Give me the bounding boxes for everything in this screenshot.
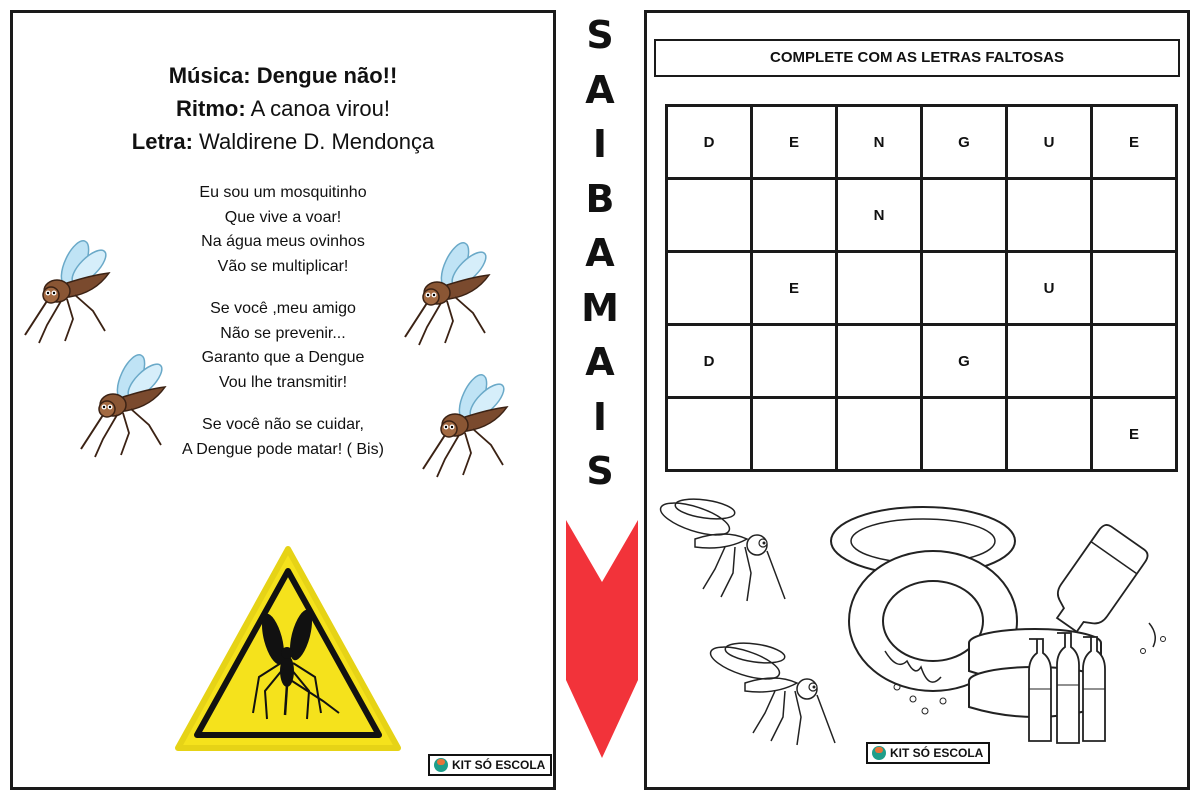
grid-cell[interactable] (922, 179, 1007, 252)
lyric-line: Se você ,meu amigo (210, 300, 356, 317)
grid-cell[interactable] (1007, 179, 1092, 252)
grid-cell[interactable] (667, 398, 752, 471)
grid-cell: N (837, 179, 922, 252)
grid-row (667, 106, 1177, 179)
spine-letter: I (592, 122, 608, 166)
brand-logo-icon (872, 746, 886, 760)
grid-cell[interactable] (837, 325, 922, 398)
grid-cell: D (667, 106, 752, 179)
grid-row (667, 325, 1177, 398)
grid-cell: E (752, 106, 837, 179)
grid-cell[interactable] (1092, 325, 1177, 398)
lyric-line: Eu sou um mosquitinho (199, 184, 367, 201)
grid-cell[interactable] (752, 325, 837, 398)
grid-cell[interactable] (837, 252, 922, 325)
grid-row (667, 179, 1177, 252)
grid-cell[interactable] (922, 252, 1007, 325)
spine-title (563, 8, 637, 499)
mosquito-icon (415, 369, 515, 479)
lyric-line: Garanto que a Dengue (201, 349, 365, 366)
grid-cell: U (1007, 252, 1092, 325)
song-title: Música: Dengue não!! (168, 63, 398, 88)
mosquito-icon (705, 633, 845, 753)
spine-letter: B (585, 176, 615, 221)
grid-cell[interactable] (752, 179, 837, 252)
lyric-line: Se você não se cuidar, (202, 416, 364, 433)
letter-grid (665, 104, 1178, 472)
grid-cell[interactable] (837, 398, 922, 471)
spine-letter: A (585, 231, 615, 275)
spine-letter: A (585, 340, 615, 384)
mosquito-icon (655, 489, 795, 609)
grid-cell: G (922, 106, 1007, 179)
mosquito-icon (73, 349, 173, 459)
grid-cell: E (1092, 106, 1177, 179)
bottle-icon (1039, 519, 1179, 659)
grid-cell: E (752, 252, 837, 325)
brand-badge: KIT SÓ ESCOLA (866, 742, 990, 764)
grid-cell[interactable] (1092, 179, 1177, 252)
lyric-line: Que vive a voar! (224, 208, 342, 226)
lyric-line: Vão se multiplicar! (217, 257, 349, 275)
spine-letter: M (581, 285, 619, 330)
warning-sign-icon (173, 543, 403, 758)
grid-cell: D (667, 325, 752, 398)
song-header (13, 59, 553, 158)
brand-badge: KIT SÓ ESCOLA (428, 754, 552, 776)
song-page (10, 10, 556, 790)
grid-cell[interactable] (1007, 398, 1092, 471)
lyric-line: Na água meus ovinhos (201, 233, 365, 250)
grid-cell[interactable] (1092, 252, 1177, 325)
lyric-line: Não se prevenir... (220, 324, 346, 342)
grid-cell[interactable] (922, 398, 1007, 471)
grid-cell: N (837, 106, 922, 179)
activity-title: COMPLETE COM AS LETRAS FALTOSAS (654, 39, 1180, 77)
lyric-line: Vou lhe transmitir! (218, 373, 348, 391)
grid-row (667, 252, 1177, 325)
grid-cell[interactable] (667, 179, 752, 252)
grid-cell: E (1092, 398, 1177, 471)
activity-page (644, 10, 1190, 790)
grid-cell: G (922, 325, 1007, 398)
spine-letter: A (585, 67, 615, 112)
spine-letter: I (592, 394, 608, 439)
grid-cell[interactable] (1007, 325, 1092, 398)
down-arrow-icon (566, 520, 638, 760)
grid-cell[interactable] (667, 252, 752, 325)
mosquito-icon (397, 237, 497, 347)
brand-logo-icon (434, 758, 448, 772)
lyric-line: A Dengue pode matar! ( Bis) (182, 440, 384, 458)
spine-letter: S (586, 13, 614, 57)
song-lyricist: Letra: Waldirene D. Mendonça (131, 129, 435, 154)
grid-row (667, 398, 1177, 471)
grid-cell: U (1007, 106, 1092, 179)
spine-letter: S (586, 449, 614, 493)
grid-cell[interactable] (752, 398, 837, 471)
song-rhythm: Ritmo: A canoa virou! (176, 96, 390, 121)
mosquito-icon (17, 235, 117, 345)
